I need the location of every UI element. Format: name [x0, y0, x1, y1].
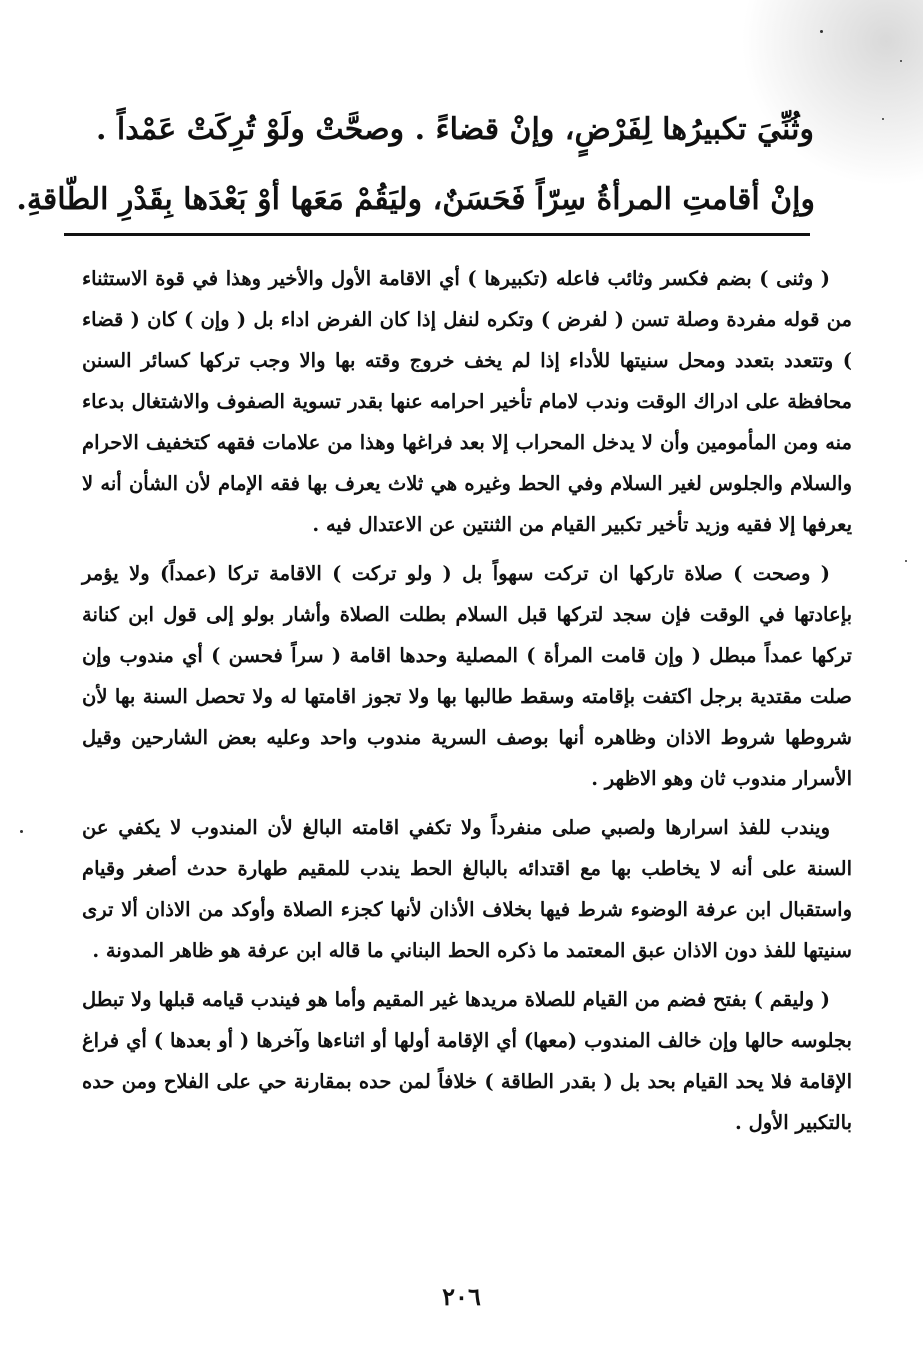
matn-line: وثُنِّيَ تكبيرُها لِفَرْضٍ، وإنْ قضاءً . وصحَّتْ ولَوْ تُرِكَتْ عَمْداً . — [96, 112, 814, 147]
scan-speck — [905, 560, 907, 562]
matn-line: وإنْ أقامتِ المرأةُ سِرّاً فَحَسَنٌ، وليَقُمْ مَعَها أوْ بَعْدَها بِقَدْرِ الطّاقةِ. — [16, 182, 815, 217]
commentary-paragraph: ويندب للفذ اسرارها ولصبي صلى منفرداً ولا تكفي اقامته البالغ لأن المندوب لا يكفي عن السنة على أنه لا يخاطب بها مع اقتدائه بالبالغ الحط يندب للمقيم طهارة حدث أصغر وقيام واستقبال ابن عرفة الوضوء شرط فيها بخلاف الأذان لأنها كجزء الصلاة وأوكد من الاذان ألا ترى سنيتها للفذ دون الاذان عبق المعتمد ما ذكره الحط البناني ما قاله ابن عرفة هو ظاهر المدونة . — [82, 816, 852, 962]
matn-text-block — [16, 95, 815, 235]
scan-speck — [20, 830, 23, 833]
scan-speck — [900, 60, 902, 62]
scan-speck — [820, 30, 823, 33]
separator-rule — [64, 233, 810, 236]
commentary-paragraph: ( وثنى ) بضم فكسر وثائب فاعله (تكبيرها ) أي الاقامة الأول والأخير وهذا في قوة الاستثناء من قوله مفردة وصلة تسن ( لفرض ) وتكره لنفل إذا كان الفرض اداء بل ( وإن ) كان ( قضاء ) وتتعدد بتعدد ومحل سنيتها للأداء إذا لم يخف خروج وقته بها والا وجب تركها كسائر السنن محافظة على ادراك الوقت وندب لامام تأخير احرامه عنها بقدر تسوية الصفوف والاشتغال بدعاء منه ومن المأمومين وأن لا يدخل المحراب إلا بعد فراغها وهذا من علامات فقهه كتخفيف الاحرام والسلام والجلوس لغير السلام وفي الحط وغيره هي ثلاث يعرف بها فقه الإمام لأن الشأن أنه لا يعرفها إلا فقيه وزيد تأخير تكبير القيام من الثنتين عن الاعتدال فيه . — [82, 267, 852, 536]
commentary-paragraph: ( وليقم ) بفتح فضم من القيام للصلاة مريدها غير المقيم وأما هو فيندب قيامه قبلها ولا تبطل بجلوسه حالها وإن خالف المندوب (معها) أي الإقامة أولها أو اثناءها وآخرها ( أو بعدها ) أي فراغ الإقامة فلا يحد القيام بحد بل ( بقدر الطاقة ) خلافاً لمن حده بمقارنة حي على الفلاح ومن حده بالتكبير الأول . — [82, 988, 852, 1134]
commentary-paragraph: ( وصحت ) صلاة تاركها ان تركت سهواً بل ( ولو تركت ) الاقامة تركا (عمداً) ولا يؤمر بإعادتها في الوقت فإن سجد لتركها قبل السلام بطلت الصلاة وأشار بولو إلى قول ابن كنانة تركها عمداً مبطل ( وإن قامت المرأة ) المصلية وحدها اقامة ( سراً فحسن ) أي مندوب وإن صلت مقتدية برجل اكتفت بإقامته وسقط طالبها بها ولا تجوز اقامتها له ولا تحصل السنة بها لأن شروطها شروط الاذان وظاهره أنها بوصف السرية مندوب واحد وعليه بعض الشارحين وقيل الأسرار مندوب ثان وهو الاظهر . — [82, 562, 852, 790]
page-number: ٢٠٦ — [442, 1282, 481, 1311]
commentary-text-block — [82, 258, 852, 1151]
scan-speck — [882, 118, 884, 120]
